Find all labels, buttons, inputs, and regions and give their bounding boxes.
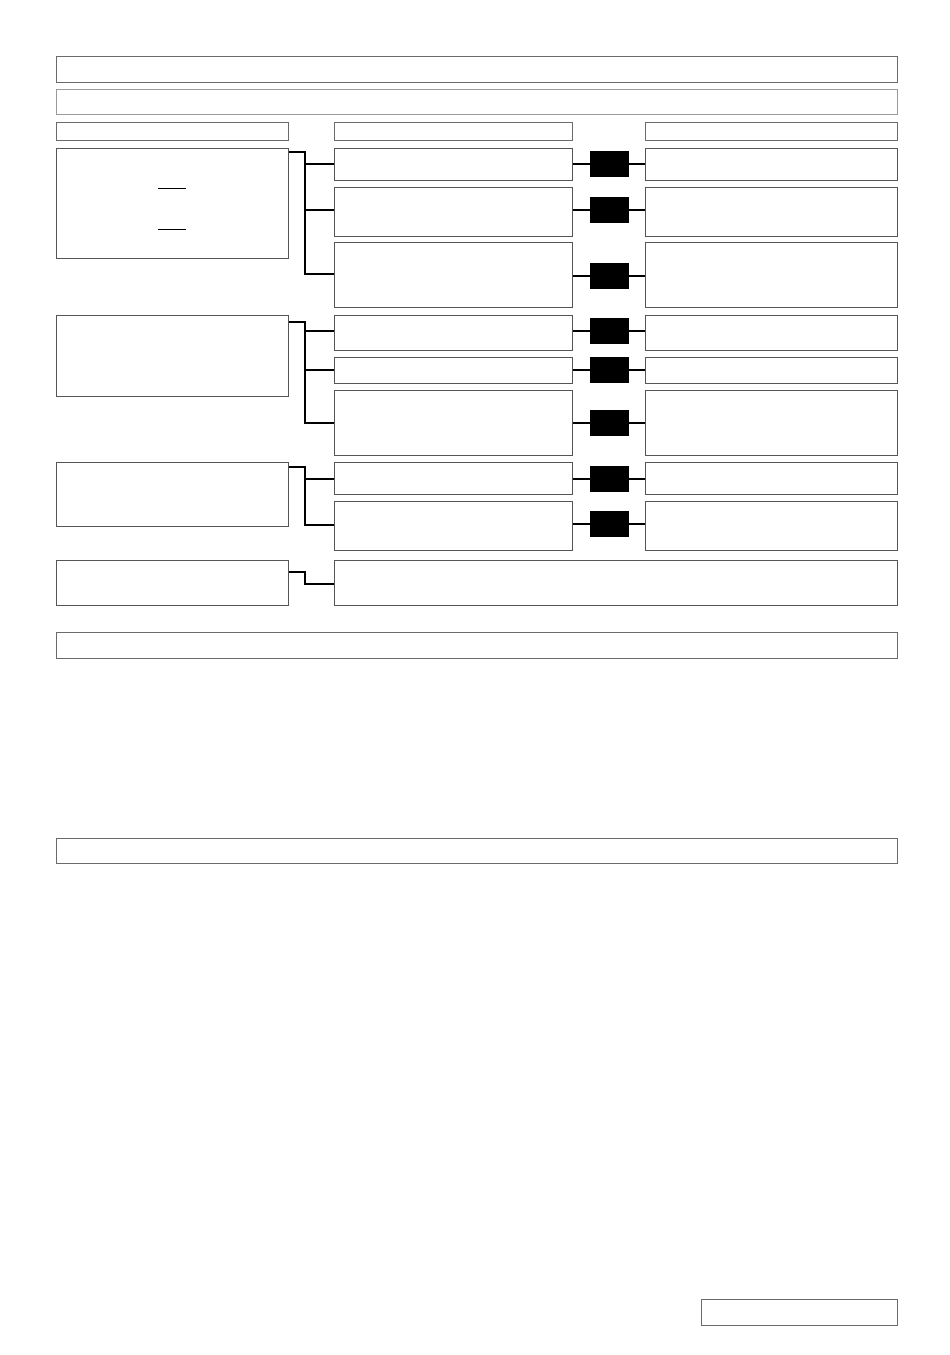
- bracket-group-1: [289, 152, 334, 274]
- diagram-title: [57, 57, 897, 65]
- result-box-1-1: [645, 148, 898, 181]
- source-label-group-3: [57, 463, 288, 471]
- source-box-group-4: [56, 560, 289, 606]
- column-header-right-label: [646, 123, 897, 131]
- condition-label-2-3: [335, 391, 572, 399]
- column-header-middle: [334, 122, 573, 141]
- arrow-badge-3-1: [590, 466, 629, 492]
- result-box-2-3: [645, 390, 898, 456]
- condition-label-2-2: [335, 358, 572, 366]
- source-label-group-2: [57, 316, 288, 324]
- source-box-group-3: [56, 462, 289, 527]
- diagram-subtitle: [57, 90, 897, 98]
- arrow-badge-2-2: [590, 357, 629, 383]
- source-label-group-1: [57, 149, 288, 157]
- result-label-3-1: [646, 463, 897, 471]
- page-label-box: [701, 1299, 898, 1326]
- condition-box-3-2: [334, 501, 573, 551]
- note-label-group-4: [335, 561, 897, 569]
- column-header-right: [645, 122, 898, 141]
- arrow-badge-3-2: [590, 511, 629, 537]
- diagram-subtitle-bar: [56, 89, 898, 115]
- result-box-2-2: [645, 357, 898, 384]
- result-box-2-1: [645, 315, 898, 351]
- result-label-2-2: [646, 358, 897, 366]
- source-box-group-2: [56, 315, 289, 397]
- section-two-title-bar: [56, 838, 898, 864]
- result-box-3-2: [645, 501, 898, 551]
- section-two-title: [57, 839, 897, 847]
- source-box-group-1: [56, 148, 289, 259]
- condition-box-3-1: [334, 462, 573, 495]
- bracket-group-3: [289, 467, 334, 525]
- condition-label-1-1: [335, 149, 572, 157]
- condition-label-1-3: [335, 243, 572, 251]
- condition-box-1-1: [334, 148, 573, 181]
- arrow-badge-1-1: [590, 151, 629, 177]
- fraction-bar-1: [158, 188, 186, 189]
- result-box-1-3: [645, 242, 898, 308]
- condition-label-1-2: [335, 188, 572, 196]
- condition-box-2-2: [334, 357, 573, 384]
- result-label-1-1: [646, 149, 897, 157]
- fraction-bar-2: [158, 229, 186, 230]
- result-label-2-1: [646, 316, 897, 324]
- result-label-3-2: [646, 502, 897, 510]
- arrow-badge-1-2: [590, 197, 629, 223]
- section-one-title: [57, 633, 897, 641]
- condition-box-2-1: [334, 315, 573, 351]
- result-box-3-1: [645, 462, 898, 495]
- condition-label-3-2: [335, 502, 572, 510]
- condition-box-1-3: [334, 242, 573, 308]
- bracket-group-4: [289, 572, 334, 584]
- condition-label-2-1: [335, 316, 572, 324]
- result-label-2-3: [646, 391, 897, 399]
- result-label-1-3: [646, 243, 897, 251]
- column-header-middle-label: [335, 123, 572, 131]
- result-box-1-2: [645, 187, 898, 237]
- condition-label-3-1: [335, 463, 572, 471]
- arrow-badge-1-3: [590, 263, 629, 289]
- condition-box-2-3: [334, 390, 573, 456]
- diagram-title-bar: [56, 56, 898, 83]
- arrow-badge-2-1: [590, 318, 629, 344]
- page-label: [702, 1300, 897, 1308]
- section-one-title-bar: [56, 632, 898, 659]
- column-header-left: [56, 122, 289, 141]
- condition-box-1-2: [334, 187, 573, 237]
- column-header-left-label: [57, 123, 288, 131]
- source-label-group-4: [57, 561, 288, 569]
- note-box-group-4: [334, 560, 898, 606]
- result-label-1-2: [646, 188, 897, 196]
- arrow-badge-2-3: [590, 410, 629, 436]
- bracket-group-2: [289, 322, 334, 423]
